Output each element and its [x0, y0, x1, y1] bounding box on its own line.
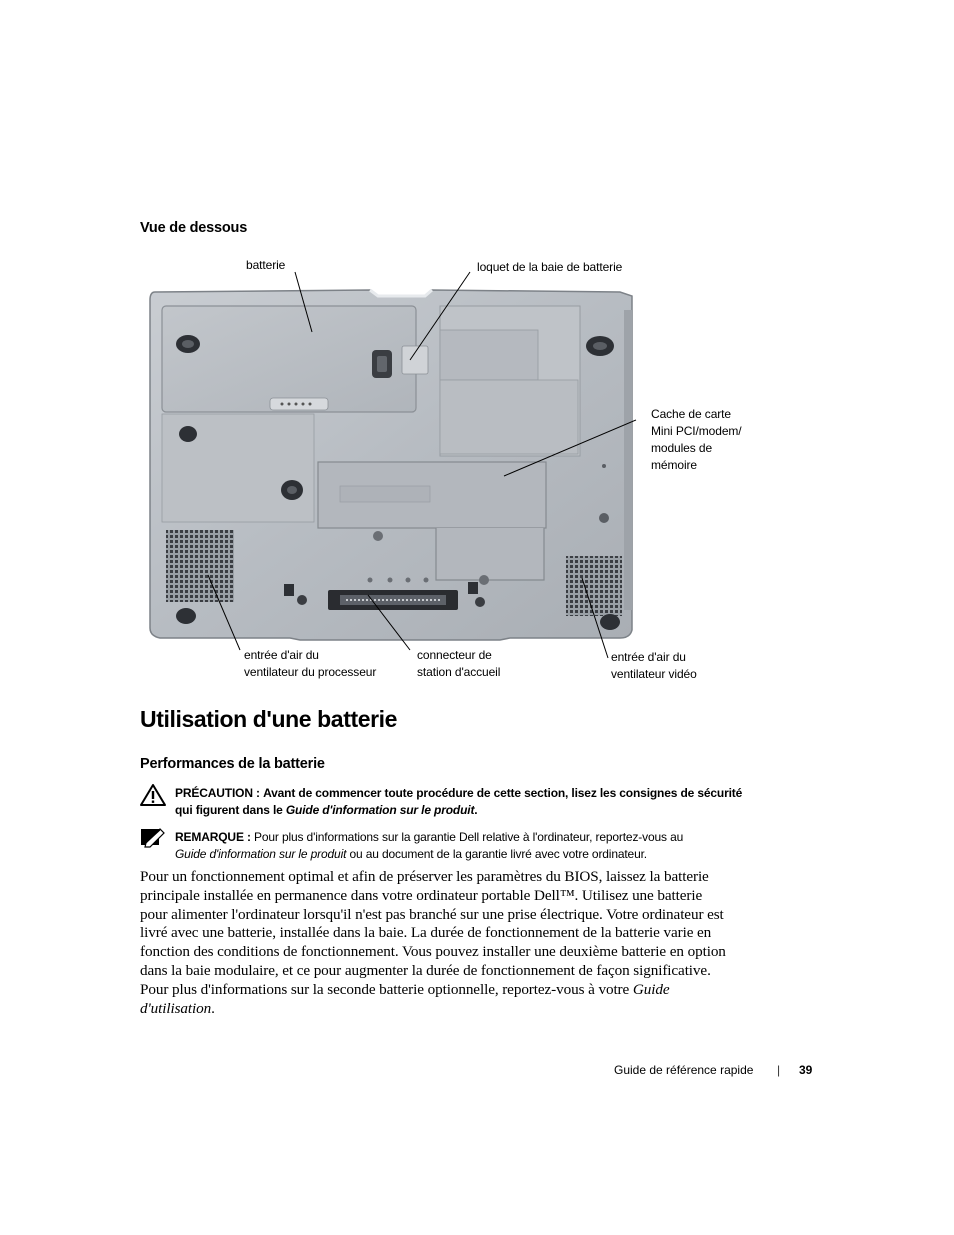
- caution-block: [175, 785, 775, 819]
- paragraph-line-6: dans la baie modulaire, et ce pour augmenter la durée de fonctionnement de façon significative.: [140, 961, 711, 979]
- callout-minipci-cover: [651, 406, 742, 474]
- notice-block: [175, 829, 775, 863]
- notice-guide-link: Guide d'information sur le produit: [175, 847, 347, 861]
- paragraph-guide-rest: d'utilisation: [140, 999, 212, 1017]
- notice-label: REMARQUE :: [175, 830, 251, 844]
- body-paragraph: [140, 868, 780, 1018]
- caution-end: .: [474, 803, 478, 817]
- paragraph-line-7: Pour plus d'informations sur la seconde batterie optionnelle, reportez-vous à votre: [140, 980, 630, 998]
- caution-text-1: Avant de commencer toute procédure de cette section, lisez les consignes de sécurité: [263, 786, 743, 800]
- notice-text-2: ou au document de la garantie livré avec votre ordinateur.: [349, 847, 647, 861]
- paragraph-line-1: Pour un fonctionnement optimal et afin de préserver les paramètres du BIOS, laissez la batterie: [140, 868, 709, 885]
- paragraph-end: .: [211, 999, 215, 1017]
- callout-video-vent-line-2: ventilateur vidéo: [611, 667, 697, 681]
- paragraph-line-3: pour alimenter l'ordinateur lorsqu'il n'est pas branché sur une prise électrique. Votre ordinateur est: [140, 905, 724, 923]
- caution-icon: [139, 783, 167, 807]
- callout-docking-connector: [417, 647, 500, 681]
- paragraph-line-5: fonction des conditions de fonctionnement. Vous pouvez installer une deuxième batterie en option: [140, 943, 726, 961]
- notice-text-1: Pour plus d'informations sur la garantie Dell relative à l'ordinateur, reportez-vous au: [254, 830, 684, 844]
- footer-separator: |: [777, 1063, 781, 1077]
- callout-video-fan-vent: [611, 649, 697, 683]
- callout-battery-latch: loquet de la baie de batterie: [477, 260, 623, 274]
- subsection-title: Performances de la batterie: [140, 756, 325, 772]
- paragraph-line-4: livré avec une batterie, installée dans la baie. La durée de fonctionnement de la batterie varie en: [140, 924, 712, 942]
- caution-label: PRÉCAUTION :: [175, 786, 260, 800]
- paragraph-guide-word: Guide: [632, 980, 670, 998]
- callout-cpu-vent-line-2: ventilateur du processeur: [244, 665, 377, 679]
- chapter-title: Utilisation d'une batterie: [140, 706, 398, 732]
- callout-battery: batterie: [246, 258, 286, 272]
- caution-guide-link: Guide d'information sur le produit: [285, 803, 475, 817]
- section-heading: Vue de dessous: [140, 220, 248, 236]
- callout-dock-line-2: station d'accueil: [417, 665, 501, 679]
- caution-text-2: qui figurent dans le: [175, 803, 283, 817]
- callout-minipci-line-4: mémoire: [651, 458, 697, 472]
- paragraph-line-2: principale installée en permanence dans votre ordinateur portable Dell™. Utilisez une batterie: [140, 886, 703, 904]
- callout-cpu-vent-line-1: entrée d'air du: [244, 648, 319, 662]
- callout-minipci-line-3: modules de: [651, 441, 713, 455]
- callout-video-vent-line-1: entrée d'air du: [611, 650, 686, 664]
- page-number: 39: [799, 1063, 813, 1077]
- callout-dock-line-1: connecteur de: [417, 648, 492, 662]
- footer-title: Guide de référence rapide: [614, 1063, 754, 1077]
- note-pencil-icon: [140, 826, 166, 848]
- callout-minipci-line-2: Mini PCI/modem/: [651, 424, 742, 438]
- callout-cpu-fan-vent: [244, 647, 376, 681]
- callout-minipci-line-1: Cache de carte: [651, 407, 731, 421]
